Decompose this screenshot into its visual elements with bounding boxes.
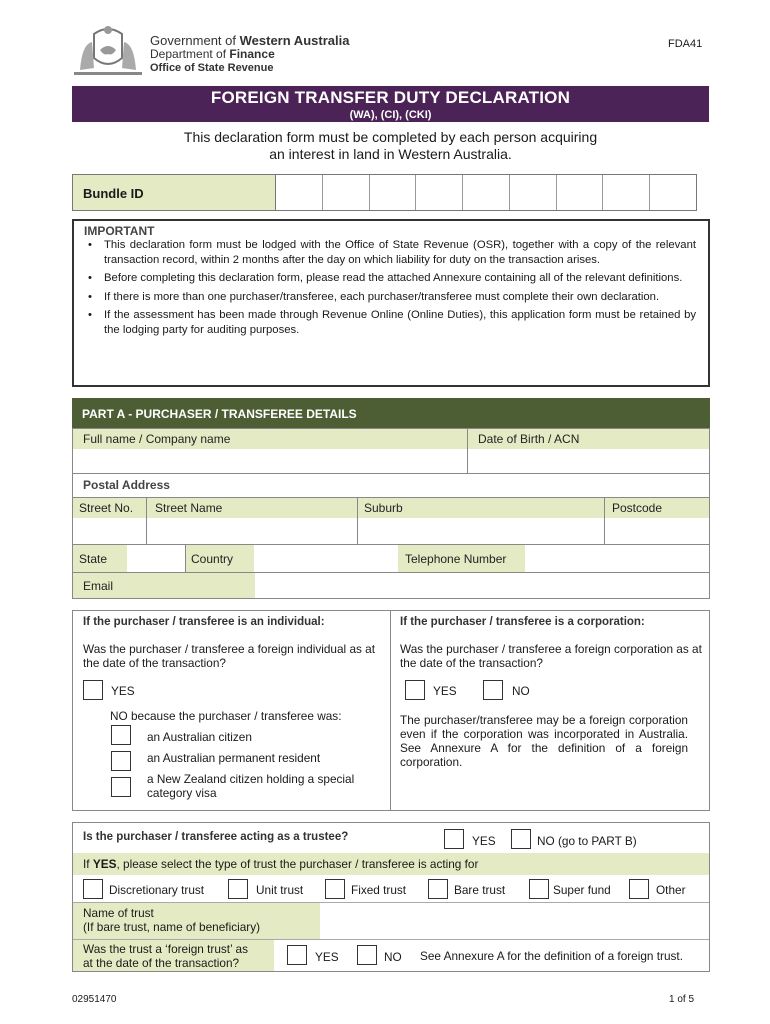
bundle-id-row xyxy=(72,174,697,211)
postal-address-label: Postal Address xyxy=(83,478,170,492)
fixed-trust-label: Fixed trust xyxy=(351,883,407,897)
other-trust-checkbox[interactable] xyxy=(629,879,649,899)
corporation-yes-checkbox[interactable] xyxy=(405,680,425,700)
important-item: • If the assessment has been made through Revenue Online (Online Duties), this application form must be retained by the lodging party for auditing purposes. xyxy=(84,308,696,337)
email-field[interactable] xyxy=(255,573,709,598)
foreign-trust-question: Was the trust a ‘foreign trust’ as at the date of the transaction? xyxy=(73,940,274,971)
intro-text: This declaration form must be completed by each person acquiring an interest in land in Western Australia. xyxy=(183,129,598,162)
corporation-question: Was the purchaser / transferee a foreign corporation as at the date of the transaction? xyxy=(400,642,702,670)
trustee-no-label: NO (go to PART B) xyxy=(537,834,637,848)
nz-citizen-label: a New Zealand citizen holding a special category visa xyxy=(147,772,355,800)
corporation-yes-label: YES xyxy=(433,684,457,698)
email-label: Email xyxy=(73,573,255,598)
important-item: • If there is more than one purchaser/transferee, each purchaser/transferee must complete their own declaration. xyxy=(84,290,696,305)
individual-heading: If the purchaser / transferee is an individual: xyxy=(83,616,325,628)
bundle-id-cell[interactable] xyxy=(557,175,604,210)
fixed-trust-checkbox[interactable] xyxy=(325,879,345,899)
trust-name-field[interactable] xyxy=(320,903,709,939)
individual-yes-label: YES xyxy=(111,684,135,698)
form-title: FOREIGN TRANSFER DUTY DECLARATION xyxy=(210,88,571,107)
department-title: Department of Finance xyxy=(150,47,275,61)
individual-question: Was the purchaser / transferee a foreign individual as at the date of the transaction? xyxy=(83,642,376,670)
page-number: 1 of 5 xyxy=(669,994,695,1005)
bundle-id-cell[interactable] xyxy=(370,175,417,210)
document-number: 02951470 xyxy=(72,994,117,1005)
foreign-trust-yes-checkbox[interactable] xyxy=(287,945,307,965)
discretionary-trust-checkbox[interactable] xyxy=(83,879,103,899)
trust-type-prompt: If YES, please select the type of trust the purchaser / transferee is acting for xyxy=(73,853,709,875)
trust-name-label: Name of trust (If bare trust, name of beneficiary) xyxy=(73,903,320,939)
important-item: • This declaration form must be lodged with the Office of State Revenue (OSR), together with a copy of the relevant transaction record, within 2 months after the day on which liability for duty on the transaction arises. xyxy=(84,238,696,267)
corporation-note: The purchaser/transferee may be a foreign corporation even if the corporation was incorporated in Australia. See Annexure A for the definition of a foreign corporation. xyxy=(400,713,688,769)
super-fund-checkbox[interactable] xyxy=(529,879,549,899)
postcode-field[interactable] xyxy=(605,518,709,544)
street-no-field[interactable] xyxy=(73,518,146,544)
telephone-field[interactable] xyxy=(525,545,709,572)
part-a-heading: PART A - PURCHASER / TRANSFEREE DETAILS xyxy=(72,398,710,428)
bundle-id-label: Bundle ID xyxy=(73,175,276,210)
telephone-label: Telephone Number xyxy=(398,545,525,572)
discretionary-trust-label: Discretionary trust xyxy=(109,883,205,897)
important-heading: IMPORTANT xyxy=(84,224,155,238)
trustee-question: Is the purchaser / transferee acting as a trustee? xyxy=(83,831,349,843)
foreign-trust-note: See Annexure A for the definition of a foreign trust. xyxy=(420,949,683,963)
individual-no-because: NO because the purchaser / transferee was: xyxy=(110,709,342,723)
corporation-no-checkbox[interactable] xyxy=(483,680,503,700)
corporation-heading: If the purchaser / transferee is a corporation: xyxy=(400,616,645,628)
foreign-trust-no-checkbox[interactable] xyxy=(357,945,377,965)
form-title-bar xyxy=(72,86,709,122)
postcode-label: Postcode xyxy=(605,498,709,518)
suburb-label: Suburb xyxy=(358,498,604,518)
bundle-id-cell[interactable] xyxy=(323,175,370,210)
form-subtitle: (WA), (CI), (CKI) xyxy=(349,109,432,121)
street-name-field[interactable] xyxy=(147,518,357,544)
country-field[interactable] xyxy=(254,545,398,572)
unit-trust-checkbox[interactable] xyxy=(228,879,248,899)
form-code: FDA41 xyxy=(668,38,703,50)
state-label: State xyxy=(73,545,127,572)
divider xyxy=(390,611,391,810)
trustee-yes-label: YES xyxy=(472,834,496,848)
dob-label: Date of Birth / ACN xyxy=(468,429,709,449)
bundle-id-cell[interactable] xyxy=(650,175,696,210)
individual-yes-checkbox[interactable] xyxy=(83,680,103,700)
wa-crest-logo xyxy=(72,24,144,78)
bundle-id-cell[interactable] xyxy=(510,175,557,210)
bundle-id-cell[interactable] xyxy=(416,175,463,210)
bundle-id-cell[interactable] xyxy=(463,175,510,210)
bare-trust-label: Bare trust xyxy=(454,883,506,897)
nz-citizen-checkbox[interactable] xyxy=(111,777,131,797)
bare-trust-checkbox[interactable] xyxy=(428,879,448,899)
australian-citizen-label: an Australian citizen xyxy=(147,730,252,744)
other-trust-label: Other xyxy=(656,883,686,897)
bundle-id-cell[interactable] xyxy=(276,175,323,210)
foreign-trust-yes-label: YES xyxy=(315,950,339,964)
australian-citizen-checkbox[interactable] xyxy=(111,725,131,745)
government-title: Government of Western Australia xyxy=(150,33,350,48)
dob-field[interactable] xyxy=(468,449,709,473)
full-name-label: Full name / Company name xyxy=(73,429,468,449)
important-item: • Before completing this declaration form, please read the attached Annexure containing all of the relevant definitions. xyxy=(84,271,696,286)
bundle-id-cell[interactable] xyxy=(603,175,650,210)
country-label: Country xyxy=(186,545,254,572)
permanent-resident-checkbox[interactable] xyxy=(111,751,131,771)
super-fund-label: Super fund xyxy=(553,883,611,897)
trustee-yes-checkbox[interactable] xyxy=(444,829,464,849)
office-title: Office of State Revenue xyxy=(150,62,274,74)
important-notice xyxy=(72,219,710,387)
corporation-no-label: NO xyxy=(512,684,530,698)
trustee-no-checkbox[interactable] xyxy=(511,829,531,849)
street-name-label: Street Name xyxy=(147,498,357,518)
state-field[interactable] xyxy=(127,545,185,572)
permanent-resident-label: an Australian permanent resident xyxy=(147,751,321,765)
foreign-trust-no-label: NO xyxy=(384,950,402,964)
street-no-label: Street No. xyxy=(73,498,146,518)
full-name-field[interactable] xyxy=(73,449,468,473)
unit-trust-label: Unit trust xyxy=(256,883,304,897)
suburb-field[interactable] xyxy=(358,518,604,544)
